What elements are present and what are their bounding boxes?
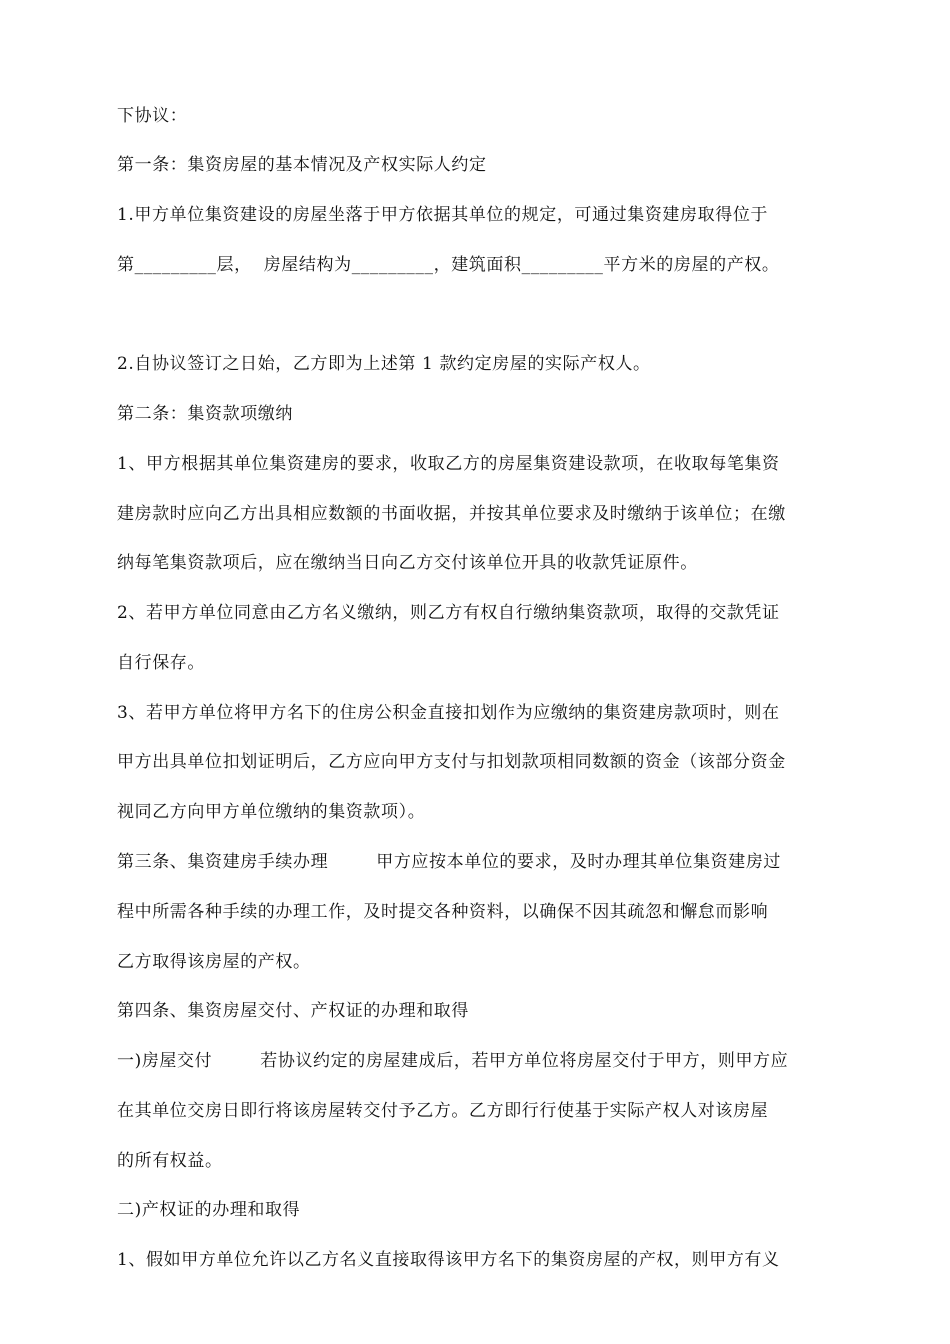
clause-2-heading: 第二条：集资款项缴纳 bbox=[117, 404, 293, 424]
text-line-11: 自行保存。 bbox=[117, 653, 205, 673]
text-line-3: 1.甲方单位集资建设的房屋坐落于甲方依据其单位的规定，可通过集资建房取得位于 bbox=[117, 205, 769, 225]
text-line-19: 一)房屋交付 若协议约定的房屋建成后，若甲方单位将房屋交付于甲方，则甲方应 bbox=[117, 1051, 789, 1071]
subsection-2-heading: 二)产权证的办理和取得 bbox=[117, 1200, 301, 1220]
text-line-21: 的所有权益。 bbox=[117, 1151, 223, 1171]
text-line-8: 建房款时应向乙方出具相应数额的书面收据，并按其单位要求及时缴纳于该单位；在缴 bbox=[117, 504, 786, 524]
text-line-7: 1、甲方根据其单位集资建房的要求，收取乙方的房屋集资建设款项，在收取每笔集资 bbox=[117, 454, 780, 474]
clause-3-heading: 第三条、集资建房手续办理 甲方应按本单位的要求，及时办理其单位集资建房过 bbox=[117, 852, 782, 872]
text-line-13: 甲方出具单位扣划证明后，乙方应向甲方支付与扣划款项相同数额的资金（该部分资金 bbox=[117, 752, 786, 772]
text-line-1: 下协议： bbox=[117, 106, 188, 126]
text-line-16: 程中所需各种手续的办理工作，及时提交各种资料，以确保不因其疏忽和懈怠而影响 bbox=[117, 902, 769, 922]
text-line-23: 1、假如甲方单位允许以乙方名义直接取得该甲方名下的集资房屋的产权，则甲方有义 bbox=[117, 1250, 780, 1270]
text-line-20: 在其单位交房日即行将该房屋转交付予乙方。乙方即行行使基于实际产权人对该房屋 bbox=[117, 1101, 769, 1121]
text-line-17: 乙方取得该房屋的产权。 bbox=[117, 952, 311, 972]
text-line-12: 3、若甲方单位将甲方名下的住房公积金直接扣划作为应缴纳的集资建房款项时，则在 bbox=[117, 703, 780, 723]
text-line-9: 纳每笔集资款项后，应在缴纳当日向乙方交付该单位开具的收款凭证原件。 bbox=[117, 553, 698, 573]
text-line-5: 2.自协议签订之日始，乙方即为上述第 1 款约定房屋的实际产权人。 bbox=[117, 354, 651, 374]
text-line-4: 第_________层， 房屋结构为_________，建筑面积_________平方米的房屋的产权。 bbox=[117, 255, 780, 275]
clause-4-heading: 第四条、集资房屋交付、产权证的办理和取得 bbox=[117, 1001, 469, 1021]
text-line-10: 2、若甲方单位同意由乙方名义缴纳，则乙方有权自行缴纳集资款项，取得的交款凭证 bbox=[117, 603, 780, 623]
text-line-14: 视同乙方向甲方单位缴纳的集资款项）。 bbox=[117, 802, 426, 822]
clause-1-heading: 第一条：集资房屋的基本情况及产权实际人约定 bbox=[117, 155, 487, 175]
